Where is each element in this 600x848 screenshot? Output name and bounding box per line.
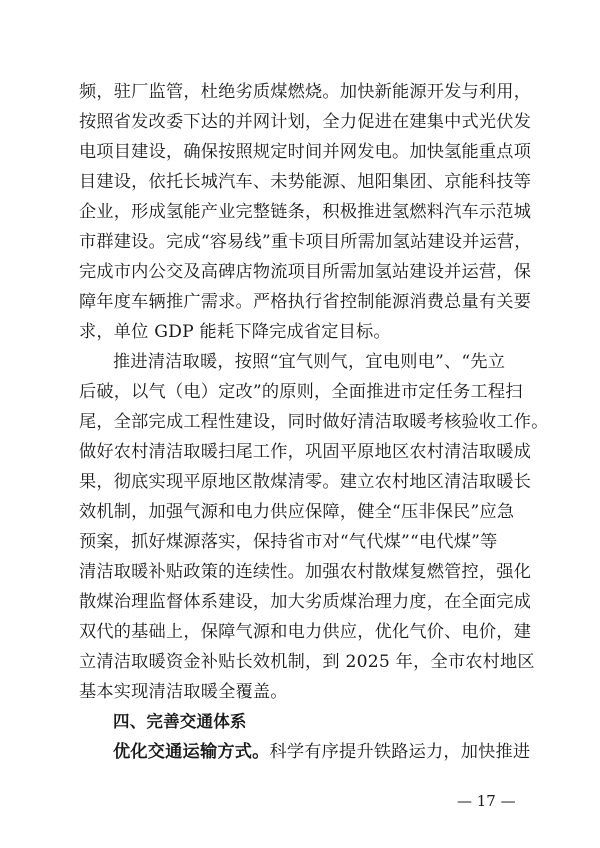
paragraph-2-line-3: 尾，全部完成工程性建设，同时做好清洁取暖考核验收工作。 bbox=[79, 412, 549, 432]
page-number: — 17 — bbox=[457, 792, 516, 810]
paragraph-2-line-1: 推进清洁取暖，按照“宜气则气，宜电则电”、“先立 bbox=[113, 352, 506, 372]
paragraph-1-line-7: 完成市内公交及高碑店物流项目所需加氢站建设并运营，保 bbox=[79, 262, 532, 282]
paragraph-2-line-12: 基本实现清洁取暖全覆盖。 bbox=[79, 682, 288, 702]
paragraph-1-line-4: 目建设，依托长城汽车、未势能源、旭阳集团、京能科技等 bbox=[79, 172, 532, 192]
paragraph-1-line-8: 障年度车辆推广需求。严格执行省控制能源消费总量有关要 bbox=[79, 292, 532, 312]
paragraph-2-line-2: 后破，以气（电）定改”的原则，全面推进市定任务工程扫 bbox=[79, 382, 523, 402]
paragraph-1-line-3: 电项目建设，确保按照规定时间并网发电。加快氢能重点项 bbox=[79, 142, 532, 162]
paragraph-3-line-1 bbox=[113, 740, 531, 764]
paragraph-2-line-11: 立清洁取暖资金补贴长效机制，到 2025 年，全市农村地区 bbox=[79, 652, 535, 672]
paragraph-1-line-5: 企业，形成氢能产业完整链条，积极推进氢燃料汽车示范城 bbox=[79, 202, 532, 222]
paragraph-1-line-6: 市群建设。完成“容易线”重卡项目所需加氢站建设并运营， bbox=[79, 232, 532, 252]
paragraph-2-line-7: 预案，抓好煤源落实，保持省市对“气代煤”“电代煤”等 bbox=[79, 532, 498, 552]
paragraph-2-line-4: 做好农村清洁取暖扫尾工作，巩固平原地区农村清洁取暖成 bbox=[79, 442, 532, 462]
paragraph-3-text: 科学有序提升铁路运力，加快推进 bbox=[269, 742, 531, 762]
paragraph-2-line-8: 清洁取暖补贴政策的连续性。加强农村散煤复燃管控，强化 bbox=[79, 562, 532, 582]
paragraph-2-line-10: 双代的基础上，保障气源和电力供应，优化气价、电价，建 bbox=[79, 622, 532, 642]
paragraph-1-line-2: 按照省发改委下达的并网计划，全力促进在建集中式光伏发 bbox=[79, 112, 532, 132]
section-heading: 四、完善交通体系 bbox=[113, 712, 247, 731]
paragraph-2-line-5: 果，彻底实现平原地区散煤清零。建立农村地区清洁取暖长 bbox=[79, 472, 532, 492]
paragraph-1-line-1: 频，驻厂监管，杜绝劣质煤燃烧。加快新能源开发与利用， bbox=[79, 82, 532, 102]
paragraph-3-bold-lead: 优化交通运输方式。 bbox=[113, 742, 270, 762]
paragraph-2-line-6: 效机制，加强气源和电力供应保障，健全“压非保民”应急 bbox=[79, 502, 515, 522]
paragraph-1-line-9: 求，单位 GDP 能耗下降完成省定目标。 bbox=[79, 322, 391, 342]
paragraph-2-line-9: 散煤治理监督体系建设，加大劣质煤治理力度，在全面完成 bbox=[79, 592, 532, 612]
